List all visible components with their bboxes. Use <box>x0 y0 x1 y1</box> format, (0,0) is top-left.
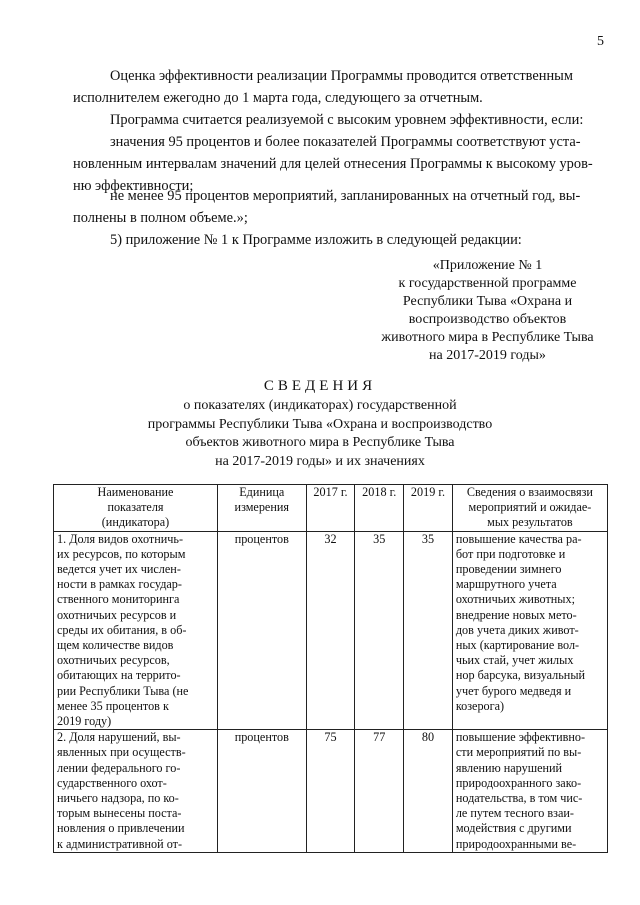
table-header-row <box>54 485 608 532</box>
paragraph-high-efficiency <box>73 109 611 131</box>
relation-cell: повышение эффективно- сти мероприятий по вы- явлению нарушений природоохранного зако- нодательства, в том чис- ле путем тесного взаи- модействия с другими природоохранными ве- <box>452 730 607 853</box>
appendix-line: животного мира в Республике Тыва <box>381 330 594 345</box>
appendix-line: воспроизводство объектов <box>408 312 567 327</box>
page-number: 5 <box>597 34 604 49</box>
paragraph-line: новленным интервалам значений для целей отнесения Программы к высокому уров- <box>73 156 593 172</box>
indicator-name-cell: 1. Доля видов охотничь- их ресурсов, по которым ведется учет их числен- ности в рамках государ- ственного мониторинга охотничьих ресурсов и среды их обитания, в об- щем количестве видов охотничьих ресурсов, обитающих на террито- рии Республики Тыва (не менее 35 процентов к 2019 году) <box>54 531 218 730</box>
table-row <box>54 730 608 853</box>
indicators-table <box>53 484 608 853</box>
paragraph-evaluation <box>73 65 611 109</box>
paragraph-line: исполнителем ежегодно до 1 марта года, следующего за отчетным. <box>73 90 483 106</box>
unit-cell: процентов <box>217 531 306 730</box>
subtitle-line: объектов животного мира в Республике Тыва <box>185 435 455 450</box>
header-relation: Сведения о взаимосвязи мероприятий и ожидае- мых результатов <box>452 485 607 532</box>
appendix-heading <box>360 257 615 365</box>
header-year-2019: 2019 г. <box>404 485 453 532</box>
table-row <box>54 531 608 730</box>
value-2018-cell: 35 <box>355 531 404 730</box>
header-year-2018: 2018 г. <box>355 485 404 532</box>
header-unit: Единица измерения <box>217 485 306 532</box>
document-title: СВЕДЕНИЯ <box>263 378 377 394</box>
value-2017-cell: 75 <box>306 730 355 853</box>
subtitle-line: о показателях (индикаторах) государственной <box>183 398 457 413</box>
paragraph-criteria-measures <box>73 185 611 229</box>
header-indicator-name: Наименование показателя (индикатора) <box>54 485 218 532</box>
appendix-line: «Приложение № 1 <box>432 258 543 273</box>
appendix-line: к государственной программе <box>398 276 577 291</box>
header-year-2017: 2017 г. <box>306 485 355 532</box>
paragraph-line: ню эффективности; <box>73 178 194 194</box>
indicator-name-cell: 2. Доля нарушений, вы- явленных при осуществ- лении федерального го- сударственного охот- ничьего надзора, по ко- торым вынесены поста- новления о привлечении к административной от- <box>54 730 218 853</box>
unit-cell: процентов <box>217 730 306 853</box>
value-2019-cell: 80 <box>404 730 453 853</box>
value-2017-cell: 32 <box>306 531 355 730</box>
paragraph-appendix-instruction <box>73 229 611 251</box>
paragraph-line: значения 95 процентов и более показателей Программы соответствуют уста- <box>110 134 581 150</box>
value-2019-cell: 35 <box>404 531 453 730</box>
paragraph-line: 5) приложение № 1 к Программе изложить в следующей редакции: <box>110 232 522 248</box>
paragraph-line: полнены в полном объеме.»; <box>73 210 248 226</box>
appendix-line: на 2017-2019 годы» <box>429 348 546 363</box>
appendix-line: Республики Тыва «Охрана и <box>402 294 573 309</box>
document-subtitle <box>100 397 540 471</box>
relation-cell: повышение качества ра- бот при подготовке и проведении зимнего маршрутного учета охотничьих животных; внедрение новых мето- дов учета диких живот- ных (картирование вол- чьих стай, учет жилых нор барсука, визуальный учет бурого медведя и козерога) <box>452 531 607 730</box>
paragraph-line: Оценка эффективности реализации Программы проводится ответственным <box>110 68 573 84</box>
paragraph-line: не менее 95 процентов мероприятий, запланированных на отчетный год, вы- <box>110 188 581 204</box>
subtitle-line: программы Республики Тыва «Охрана и воспроизводство <box>147 416 493 432</box>
subtitle-line: на 2017-2019 годы» и их значениях <box>215 453 425 469</box>
value-2018-cell: 77 <box>355 730 404 853</box>
paragraph-line: Программа считается реализуемой с высоким уровнем эффективности, если: <box>110 112 584 128</box>
